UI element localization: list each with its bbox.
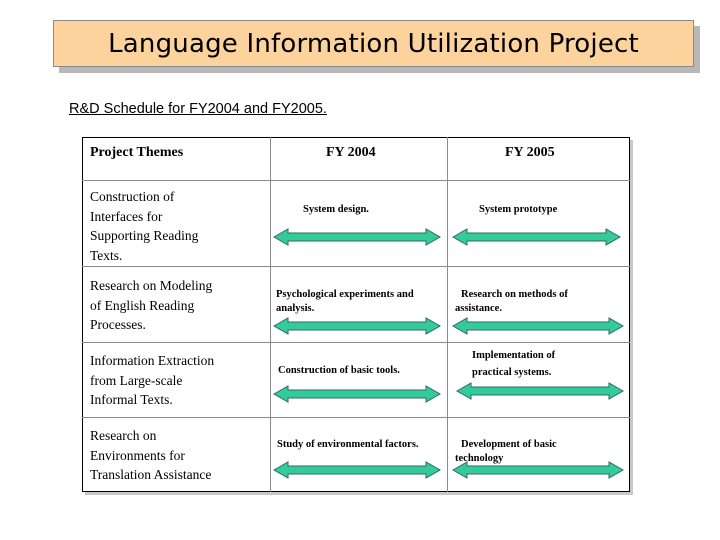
label-line: System prototype	[479, 204, 558, 215]
label-line: Construction of basic tools.	[278, 365, 400, 376]
row-divider	[82, 342, 630, 343]
row-3-theme	[90, 351, 214, 410]
theme-line: Supporting Reading	[90, 228, 199, 243]
header-fy2004: FY 2004	[326, 145, 376, 160]
label-line: Study of environmental factors.	[277, 439, 419, 450]
theme-line: Research on	[90, 428, 157, 443]
column-divider	[270, 137, 271, 492]
row-2-theme	[90, 276, 212, 335]
row-4-fy2004-arrow	[274, 462, 440, 478]
theme-line: Texts.	[90, 247, 123, 263]
row-2-fy2005-arrow	[453, 318, 623, 334]
row-4-fy2004-label	[277, 438, 419, 452]
row-2-fy2004-arrow	[274, 318, 440, 334]
page-title: Language Information Utilization Project	[108, 28, 639, 59]
header-project-themes: Project Themes	[90, 145, 184, 160]
row-1-fy2005-arrow	[453, 229, 620, 245]
row-1-fy2005-label	[479, 203, 557, 217]
label-line: technology	[455, 453, 504, 464]
label-line: Research on methods of	[461, 289, 568, 300]
label-line: Implementation of	[472, 350, 556, 361]
theme-line: Information Extraction	[90, 353, 215, 368]
schedule-subtitle: R&D Schedule for FY2004 and FY2005.	[69, 101, 327, 117]
row-1-theme	[90, 187, 198, 265]
label-line: Psychological experiments and	[276, 289, 414, 300]
theme-line: Processes.	[90, 317, 146, 332]
row-divider	[82, 180, 630, 181]
label-line: practical systems.	[472, 367, 552, 378]
row-3-fy2004-arrow	[274, 386, 440, 402]
row-4-fy2005-arrow	[453, 462, 623, 478]
row-3-fy2004-label	[278, 364, 400, 378]
row-2-fy2005-label	[455, 288, 568, 316]
theme-line: Construction of	[90, 189, 175, 204]
row-4-theme	[90, 426, 211, 485]
label-line: assistance.	[455, 303, 502, 314]
theme-line: Informal Texts.	[90, 392, 173, 407]
row-1-fy2004-arrow	[274, 229, 440, 245]
theme-line: Environments for	[90, 447, 185, 463]
label-line: System design.	[303, 204, 369, 215]
row-3-fy2005-arrow	[457, 383, 623, 399]
theme-line: Translation Assistance	[90, 467, 212, 482]
theme-line: of English Reading	[90, 297, 195, 313]
header-fy2005: FY 2005	[505, 145, 555, 160]
row-2-fy2004-label	[276, 288, 414, 316]
theme-line: Interfaces for	[90, 208, 163, 224]
label-line: analysis.	[276, 303, 315, 314]
row-1-fy2004-label	[303, 203, 369, 217]
theme-line: Research on Modeling	[90, 278, 213, 293]
row-divider	[82, 417, 630, 418]
theme-line: from Large-scale	[90, 372, 183, 388]
column-divider	[447, 137, 448, 492]
label-line: Development of basic	[461, 439, 557, 450]
row-3-fy2005-label	[472, 347, 555, 381]
title-banner	[53, 20, 694, 67]
row-divider	[82, 266, 630, 267]
schedule-table	[82, 137, 630, 492]
